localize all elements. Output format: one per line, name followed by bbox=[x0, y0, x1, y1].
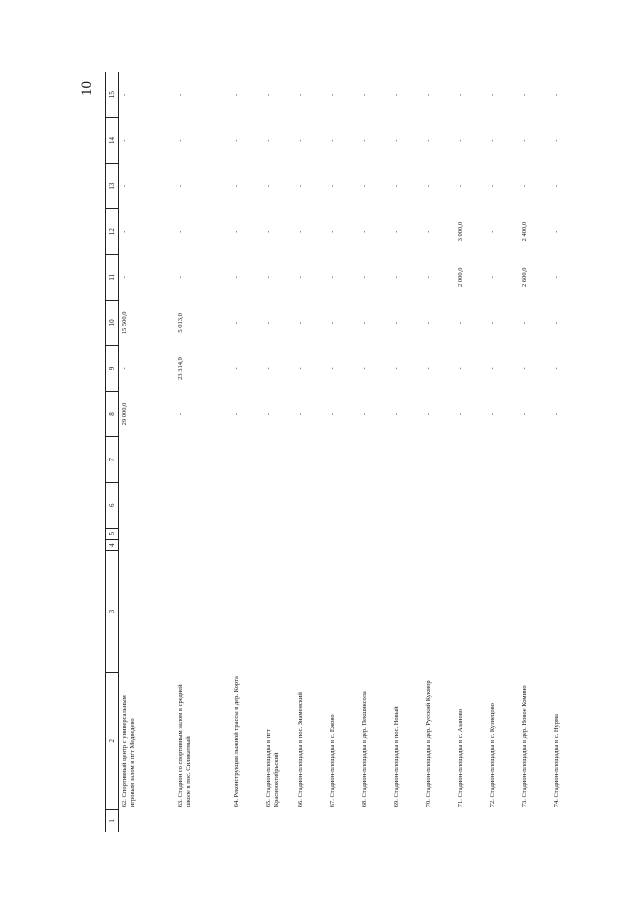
value-cell: - bbox=[425, 184, 432, 188]
table-row bbox=[327, 72, 359, 832]
empty-cell bbox=[455, 482, 487, 528]
value-cell: - bbox=[121, 230, 128, 233]
empty-cell bbox=[359, 809, 391, 832]
value-cell: - bbox=[425, 139, 432, 142]
value-cell: - bbox=[489, 412, 496, 416]
empty-cell bbox=[423, 437, 455, 483]
value-cell: - bbox=[489, 367, 496, 370]
empty-cell bbox=[359, 539, 391, 550]
empty-cell bbox=[119, 482, 176, 528]
item-name-cell: 67. Стадион-площадка в с. Ежово bbox=[329, 714, 336, 808]
value-cell: - bbox=[265, 412, 272, 416]
value-cell: - bbox=[265, 184, 272, 188]
empty-cell bbox=[175, 482, 231, 528]
empty-cell bbox=[231, 809, 263, 832]
value-cell: - bbox=[265, 276, 272, 279]
empty-cell bbox=[175, 528, 231, 539]
empty-cell bbox=[295, 528, 327, 539]
value-cell: - bbox=[361, 230, 368, 233]
value-cell: - bbox=[553, 367, 560, 370]
empty-cell bbox=[295, 551, 327, 673]
header-cell: 2 bbox=[106, 672, 119, 809]
value-cell: - bbox=[521, 412, 528, 416]
value-cell: - bbox=[361, 321, 368, 324]
value-cell: - bbox=[265, 321, 272, 324]
table-row bbox=[295, 72, 327, 832]
value-cell: - bbox=[177, 139, 184, 142]
value-cell: - bbox=[425, 93, 432, 96]
header-cell: 7 bbox=[106, 437, 119, 483]
empty-cell bbox=[423, 528, 455, 539]
value-cell: - bbox=[489, 139, 496, 142]
value-cell: - bbox=[329, 184, 336, 188]
empty-cell bbox=[391, 551, 423, 673]
value-cell: - bbox=[297, 139, 304, 142]
page-number: 10 bbox=[79, 81, 95, 96]
empty-cell bbox=[295, 437, 327, 483]
item-name-cell: 64. Реконструкция лыжной трассы в дер. Корта bbox=[233, 676, 240, 808]
value-cell: - bbox=[329, 276, 336, 279]
empty-cell bbox=[263, 539, 295, 550]
header-cell: 3 bbox=[106, 551, 119, 673]
value-cell: - bbox=[489, 276, 496, 279]
header-cell: 15 bbox=[106, 72, 119, 118]
value-cell: - bbox=[457, 93, 464, 96]
value-cell: - bbox=[121, 139, 128, 142]
item-name-cell: 73. Стадион-площадка в дер. Новое Комино bbox=[521, 685, 528, 808]
item-name-cell: 72. Стадион-площадка в с. Кузнецово bbox=[489, 703, 496, 808]
empty-cell bbox=[519, 809, 551, 832]
empty-cell bbox=[327, 528, 359, 539]
value-cell: - bbox=[121, 93, 128, 96]
empty-cell bbox=[551, 482, 583, 528]
data-table bbox=[105, 72, 583, 832]
value-cell: - bbox=[177, 184, 184, 188]
value-cell: - bbox=[457, 184, 464, 188]
value-cell: 2 400,0 bbox=[521, 221, 528, 242]
empty-cell bbox=[359, 551, 391, 673]
value-cell: - bbox=[297, 230, 304, 233]
empty-cell bbox=[119, 528, 176, 539]
empty-cell bbox=[327, 551, 359, 673]
empty-cell bbox=[423, 539, 455, 550]
header-cell: 8 bbox=[106, 391, 119, 437]
empty-cell bbox=[263, 809, 295, 832]
value-cell: 15 500,0 bbox=[121, 311, 128, 335]
value-cell: - bbox=[233, 412, 240, 416]
empty-cell bbox=[519, 539, 551, 550]
header-cell: 9 bbox=[106, 346, 119, 392]
empty-cell bbox=[391, 809, 423, 832]
value-cell: - bbox=[393, 230, 400, 233]
empty-cell bbox=[359, 482, 391, 528]
table-row bbox=[455, 72, 487, 832]
empty-cell bbox=[455, 809, 487, 832]
value-cell: - bbox=[297, 184, 304, 188]
table-body bbox=[119, 72, 584, 832]
value-cell: - bbox=[233, 184, 240, 188]
empty-cell bbox=[551, 528, 583, 539]
value-cell: - bbox=[489, 230, 496, 233]
header-cell: 1 bbox=[106, 809, 119, 832]
value-cell: - bbox=[521, 93, 528, 96]
empty-cell bbox=[519, 482, 551, 528]
value-cell: - bbox=[233, 93, 240, 96]
value-cell: - bbox=[489, 93, 496, 96]
value-cell: - bbox=[265, 367, 272, 370]
empty-cell bbox=[455, 437, 487, 483]
value-cell: 2 600,0 bbox=[521, 267, 528, 287]
empty-cell bbox=[295, 482, 327, 528]
empty-cell bbox=[391, 528, 423, 539]
header-row bbox=[106, 72, 119, 832]
empty-cell bbox=[327, 539, 359, 550]
value-cell: 29 000,0 bbox=[121, 402, 128, 426]
empty-cell bbox=[487, 551, 519, 673]
value-cell: - bbox=[489, 184, 496, 188]
value-cell: - bbox=[329, 321, 336, 324]
empty-cell bbox=[423, 482, 455, 528]
value-cell: - bbox=[233, 321, 240, 324]
header-cell: 14 bbox=[106, 118, 119, 164]
empty-cell bbox=[327, 437, 359, 483]
value-cell: - bbox=[297, 321, 304, 324]
value-cell: - bbox=[553, 321, 560, 324]
header-cell: 12 bbox=[106, 209, 119, 255]
value-cell: - bbox=[553, 230, 560, 233]
value-cell: - bbox=[553, 139, 560, 142]
value-cell: 23 314,9 bbox=[177, 357, 184, 380]
empty-cell bbox=[423, 551, 455, 673]
value-cell: - bbox=[177, 230, 184, 233]
value-cell: - bbox=[121, 184, 128, 188]
empty-cell bbox=[359, 528, 391, 539]
item-name-cell: 63. Стадион со спортивным залом в средней школе в пос. Силикатный bbox=[177, 684, 192, 808]
empty-cell bbox=[175, 551, 231, 673]
item-name-cell: 69. Стадион-площадка в пос. Новый bbox=[393, 706, 400, 808]
empty-cell bbox=[455, 551, 487, 673]
empty-cell bbox=[455, 528, 487, 539]
empty-cell bbox=[295, 809, 327, 832]
item-name-cell: 68. Стадион-площадка в дер. Пекшиксола bbox=[361, 691, 368, 808]
empty-cell bbox=[487, 482, 519, 528]
value-cell: - bbox=[489, 321, 496, 324]
empty-cell bbox=[295, 539, 327, 550]
rotated-page bbox=[105, 72, 560, 832]
table-row bbox=[175, 72, 231, 832]
value-cell: - bbox=[553, 276, 560, 279]
empty-cell bbox=[119, 437, 176, 483]
value-cell: - bbox=[265, 139, 272, 142]
value-cell: - bbox=[297, 276, 304, 279]
empty-cell bbox=[551, 551, 583, 673]
table-row bbox=[391, 72, 423, 832]
value-cell: - bbox=[233, 276, 240, 279]
empty-cell bbox=[487, 528, 519, 539]
empty-cell bbox=[455, 539, 487, 550]
value-cell: - bbox=[457, 367, 464, 370]
value-cell: - bbox=[393, 276, 400, 279]
table-row bbox=[119, 72, 176, 832]
empty-cell bbox=[519, 551, 551, 673]
empty-cell bbox=[263, 437, 295, 483]
value-cell: - bbox=[121, 276, 128, 279]
table-row bbox=[263, 72, 295, 832]
value-cell: - bbox=[393, 367, 400, 370]
value-cell: - bbox=[361, 184, 368, 188]
table-row bbox=[231, 72, 263, 832]
value-cell: - bbox=[457, 321, 464, 324]
header-cell: 11 bbox=[106, 254, 119, 300]
value-cell: - bbox=[361, 93, 368, 96]
empty-cell bbox=[231, 482, 263, 528]
value-cell: - bbox=[177, 93, 184, 96]
item-name-cell: 70. Стадион-площадка в дер. Русский Кукмор bbox=[425, 680, 432, 808]
value-cell: 5 013,0 bbox=[177, 313, 184, 333]
value-cell: - bbox=[393, 321, 400, 324]
empty-cell bbox=[119, 551, 176, 673]
value-cell: - bbox=[393, 184, 400, 188]
empty-cell bbox=[231, 539, 263, 550]
table-row bbox=[519, 72, 551, 832]
value-cell: - bbox=[393, 412, 400, 416]
value-cell: - bbox=[425, 367, 432, 370]
table-row bbox=[487, 72, 519, 832]
value-cell: 2 000,0 bbox=[457, 267, 464, 287]
empty-cell bbox=[263, 528, 295, 539]
header-cell: 4 bbox=[106, 539, 119, 550]
empty-cell bbox=[231, 437, 263, 483]
value-cell: - bbox=[553, 93, 560, 96]
value-cell: - bbox=[329, 139, 336, 142]
table-row bbox=[551, 72, 583, 832]
empty-cell bbox=[359, 437, 391, 483]
empty-cell bbox=[391, 437, 423, 483]
value-cell: - bbox=[361, 412, 368, 416]
value-cell: - bbox=[521, 321, 528, 324]
value-cell: - bbox=[553, 412, 560, 416]
value-cell: - bbox=[297, 412, 304, 416]
value-cell: - bbox=[361, 276, 368, 279]
value-cell: - bbox=[297, 93, 304, 96]
empty-cell bbox=[551, 437, 583, 483]
empty-cell bbox=[551, 539, 583, 550]
value-cell: - bbox=[425, 321, 432, 324]
empty-cell bbox=[263, 482, 295, 528]
value-cell: - bbox=[233, 230, 240, 233]
value-cell: - bbox=[425, 230, 432, 233]
value-cell: - bbox=[297, 367, 304, 370]
empty-cell bbox=[175, 539, 231, 550]
empty-cell bbox=[391, 539, 423, 550]
item-name-cell: 71. Стадион-площадка в с. Азаново bbox=[457, 709, 464, 808]
item-name-cell: 74. Стадион-площадка в с. Нурма bbox=[553, 714, 560, 808]
value-cell: - bbox=[329, 367, 336, 370]
empty-cell bbox=[519, 437, 551, 483]
empty-cell bbox=[119, 809, 176, 832]
value-cell: - bbox=[457, 139, 464, 142]
value-cell: - bbox=[265, 93, 272, 96]
empty-cell bbox=[519, 528, 551, 539]
table-row bbox=[423, 72, 455, 832]
value-cell: - bbox=[361, 367, 368, 370]
item-name-cell: 62. Спортивный центр с универсальным игровым залом в пгт Медведево bbox=[121, 695, 136, 808]
value-cell: - bbox=[521, 367, 528, 370]
value-cell: - bbox=[233, 367, 240, 370]
value-cell: - bbox=[521, 184, 528, 188]
value-cell: - bbox=[233, 139, 240, 142]
value-cell: - bbox=[329, 412, 336, 416]
value-cell: - bbox=[361, 139, 368, 142]
empty-cell bbox=[327, 482, 359, 528]
header-cell: 5 bbox=[106, 528, 119, 539]
value-cell: - bbox=[553, 184, 560, 188]
header-cell: 10 bbox=[106, 300, 119, 346]
item-name-cell: 65. Стадион-площадка в пгт Краснооктябрьский bbox=[265, 729, 280, 808]
value-cell: - bbox=[265, 230, 272, 233]
header-cell: 6 bbox=[106, 482, 119, 528]
empty-cell bbox=[391, 482, 423, 528]
empty-cell bbox=[423, 809, 455, 832]
item-name-cell: 66. Стадион-площадка в пос. Знаменский bbox=[297, 692, 304, 808]
value-cell: - bbox=[121, 367, 128, 370]
empty-cell bbox=[551, 809, 583, 832]
value-cell: - bbox=[177, 412, 184, 416]
value-cell: 3 000,0 bbox=[457, 221, 464, 242]
empty-cell bbox=[119, 539, 176, 550]
value-cell: - bbox=[425, 276, 432, 279]
empty-cell bbox=[487, 437, 519, 483]
value-cell: - bbox=[521, 139, 528, 142]
value-cell: - bbox=[177, 276, 184, 279]
value-cell: - bbox=[329, 230, 336, 233]
value-cell: - bbox=[329, 93, 336, 96]
empty-cell bbox=[327, 809, 359, 832]
table-row bbox=[359, 72, 391, 832]
empty-cell bbox=[231, 551, 263, 673]
empty-cell bbox=[263, 551, 295, 673]
empty-cell bbox=[487, 809, 519, 832]
value-cell: - bbox=[457, 412, 464, 416]
empty-cell bbox=[487, 539, 519, 550]
header-cell: 13 bbox=[106, 163, 119, 209]
empty-cell bbox=[231, 528, 263, 539]
value-cell: - bbox=[393, 93, 400, 96]
value-cell: - bbox=[393, 139, 400, 142]
empty-cell bbox=[175, 437, 231, 483]
value-cell: - bbox=[425, 412, 432, 416]
empty-cell bbox=[175, 809, 231, 832]
